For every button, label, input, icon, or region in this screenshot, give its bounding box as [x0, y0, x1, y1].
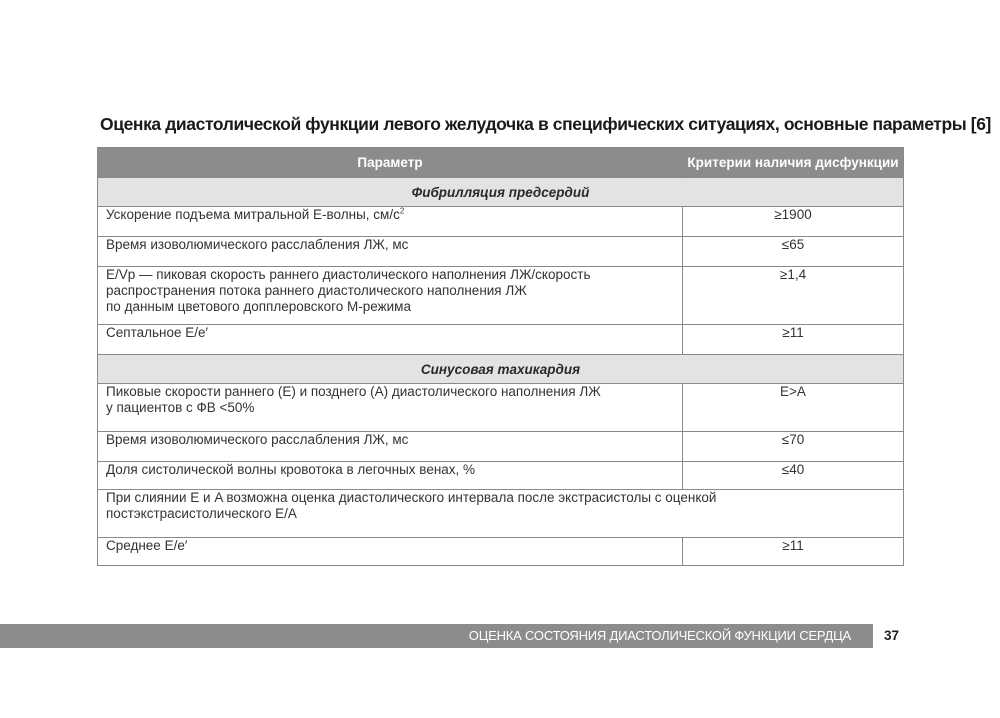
- param-cell: Септальное E/e′: [98, 325, 683, 355]
- param-line: по данным цветового допплеровского М-режима: [106, 299, 411, 314]
- footer-section-title: ОЦЕНКА СОСТОЯНИЯ ДИАСТОЛИЧЕСКОЙ ФУНКЦИИ СЕРДЦА: [468, 628, 851, 643]
- criteria-cell: ≥1900: [683, 207, 904, 237]
- parameters-table: [97, 147, 904, 566]
- table-row: [98, 538, 904, 566]
- param-line: E/Vp — пиковая скорость раннего диастолического наполнения ЛЖ/скорость: [106, 267, 591, 282]
- criteria-cell: ≤40: [683, 462, 904, 490]
- table-row: [98, 432, 904, 462]
- table-row: [98, 267, 904, 325]
- header-criteria: Критерии наличия дисфункции: [683, 148, 904, 178]
- page-number: 37: [884, 628, 900, 643]
- section-row: [98, 178, 904, 207]
- param-cell: Среднее E/e′: [98, 538, 683, 566]
- param-line: распространения потока раннего диастолического наполнения ЛЖ: [106, 283, 527, 298]
- criteria-cell: ≤70: [683, 432, 904, 462]
- table-row: [98, 207, 904, 237]
- param-line: Пиковые скорости раннего (E) и позднего (A) диастолического наполнения ЛЖ: [106, 384, 601, 399]
- param-text: Ускорение подъема митральной Е-волны, см/с: [106, 207, 400, 222]
- section-row: [98, 355, 904, 384]
- param-superscript: 2: [399, 206, 405, 216]
- param-cell: [98, 207, 683, 237]
- param-cell: Доля систолической волны кровотока в легочных венах, %: [98, 462, 683, 490]
- param-cell: Время изоволюмического расслабления ЛЖ, мс: [98, 432, 683, 462]
- header-parameter: Параметр: [98, 148, 683, 178]
- table-row: [98, 490, 904, 538]
- criteria-cell: ≥11: [683, 325, 904, 355]
- param-line: у пациентов с ФВ <50%: [106, 400, 255, 415]
- footer-bar: [0, 624, 873, 648]
- section-sinus-tachycardia: Синусовая тахикардия: [98, 355, 904, 384]
- table-header-row: [98, 148, 904, 178]
- section-atrial-fibrillation: Фибрилляция предсердий: [98, 178, 904, 207]
- note-line: постэкстрасистолического E/A: [106, 506, 297, 521]
- param-cell: Время изоволюмического расслабления ЛЖ, мс: [98, 237, 683, 267]
- table-row: [98, 237, 904, 267]
- criteria-cell: ≥1,4: [683, 267, 904, 325]
- criteria-cell: ≥11: [683, 538, 904, 566]
- param-cell: [98, 267, 683, 325]
- criteria-cell: ≤65: [683, 237, 904, 267]
- note-line: При слиянии E и A возможна оценка диастолического интервала после экстрасистолы с оценкой: [106, 490, 717, 505]
- table-row: [98, 384, 904, 432]
- table-title: Оценка диастолической функции левого желудочка в специфических ситуациях, основные параметры [6]: [100, 114, 991, 134]
- criteria-cell: E>A: [683, 384, 904, 432]
- note-cell: [98, 490, 904, 538]
- param-cell: [98, 384, 683, 432]
- table-row: [98, 462, 904, 490]
- table-row: [98, 325, 904, 355]
